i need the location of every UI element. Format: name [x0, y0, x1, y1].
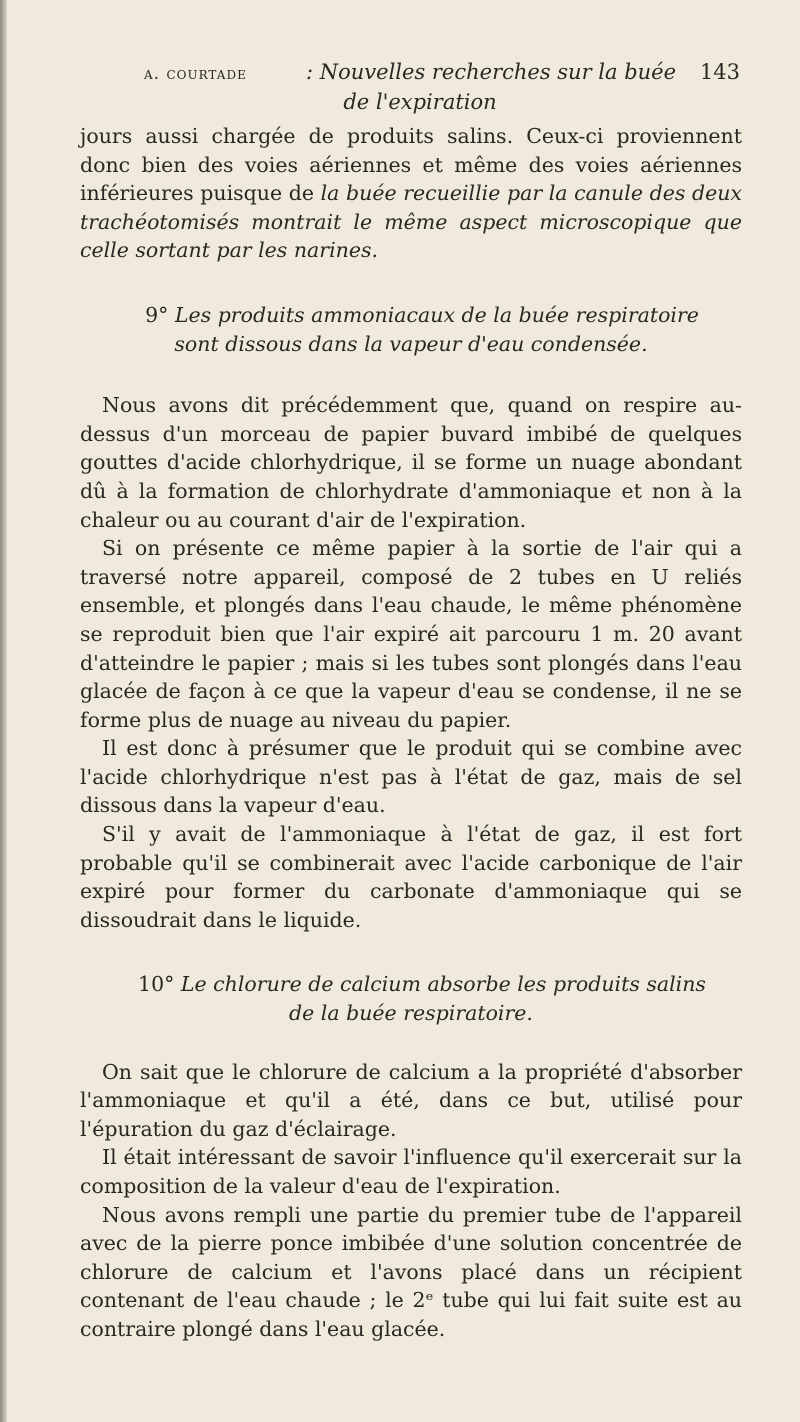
- paragraph-2: Nous avons dit précédemment que, quand on respire au-dessus d'un morceau de papier buvard imbibé de quelques gouttes d'acide chlorhydrique, il se forme un nuage abondant dû à la formation de chlorhydrate d'ammoniaque et non à la chaleur ou au courant d'air de l'expiration.: [80, 393, 742, 532]
- paragraph-6: On sait que le chlorure de calcium a la propriété d'absorber l'ammoniaque et qu'il a été, dans ce but, utilisé pour l'épuration du gaz d'éclairage.: [80, 1059, 742, 1141]
- section-title-9: Les produits ammoniacaux de la buée respiratoire sont dissous dans la vapeur d'eau condensée.: [174, 302, 699, 356]
- paragraph-3: Si on présente ce même papier à la sortie de l'air qui a traversé notre appareil, composé de 2 tubes en U reliés ensemble, et plongés dans l'eau chaude, le même phénomène se reproduit bien que l'air expiré ait parcouru 1 m. 20 avant d'atteindre le papier ; mais si les tubes sont plongés dans l'eau glacée de façon à ce que la vapeur d'eau se condense, il ne se forme plus de nuage au niveau du papier.: [80, 536, 742, 732]
- running-head-title: : Nouvelles recherches sur la buée: [306, 60, 677, 84]
- paragraph-5: S'il y avait de l'ammoniaque à l'état de gaz, il est fort probable qu'il se combinerait avec l'acide carbonique de l'air expiré pour former du carbonate d'ammoniaque qui se dissoudrait dans le liquide.: [80, 822, 742, 932]
- paragraph-4: Il est donc à présumer que le produit qui se combine avec l'acide chlorhydrique n'est pas à l'état de gaz, mais de sel dissous dans la vapeur d'eau.: [80, 736, 742, 818]
- paragraph-1-italic: la buée recueillie par la canule des deux trachéotomisés montrait le même aspect microscopique que celle sortant par les narines.: [80, 181, 742, 263]
- section-title-10: Le chlorure de calcium absorbe les produits salins de la buée respiratoire.: [180, 972, 706, 1026]
- running-head: [80, 58, 740, 116]
- section-heading-9: [80, 301, 742, 358]
- body-text: [80, 122, 742, 1344]
- paragraph-7: Il était intéressant de savoir l'influence qu'il exercerait sur la composition de la valeur d'eau de l'expiration.: [80, 1145, 742, 1198]
- running-head-subtitle: de l'expiration: [343, 90, 497, 114]
- section-number-10: 10°: [138, 972, 175, 997]
- running-head-author: a. courtade: [144, 64, 247, 84]
- paragraph-1: [80, 122, 742, 265]
- section-number-9: 9°: [145, 302, 169, 327]
- paragraph-1-text: jours aussi chargée de produits salins. Ceux-ci proviennent donc bien des voies aériennes et même des voies aériennes inférieures puisque de: [80, 124, 742, 206]
- page-spine-shadow: [0, 0, 7, 1422]
- page-number: 143: [699, 60, 740, 84]
- section-heading-10: [80, 970, 742, 1027]
- paragraph-8: Nous avons rempli une partie du premier tube de l'appareil avec de la pierre ponce imbibée d'une solution concentrée de chlorure de calcium et l'avons placé dans un récipient contenant de l'eau chaude ; le 2ᵉ tube qui lui fait suite est au contraire plongé dans l'eau glacée.: [80, 1202, 742, 1341]
